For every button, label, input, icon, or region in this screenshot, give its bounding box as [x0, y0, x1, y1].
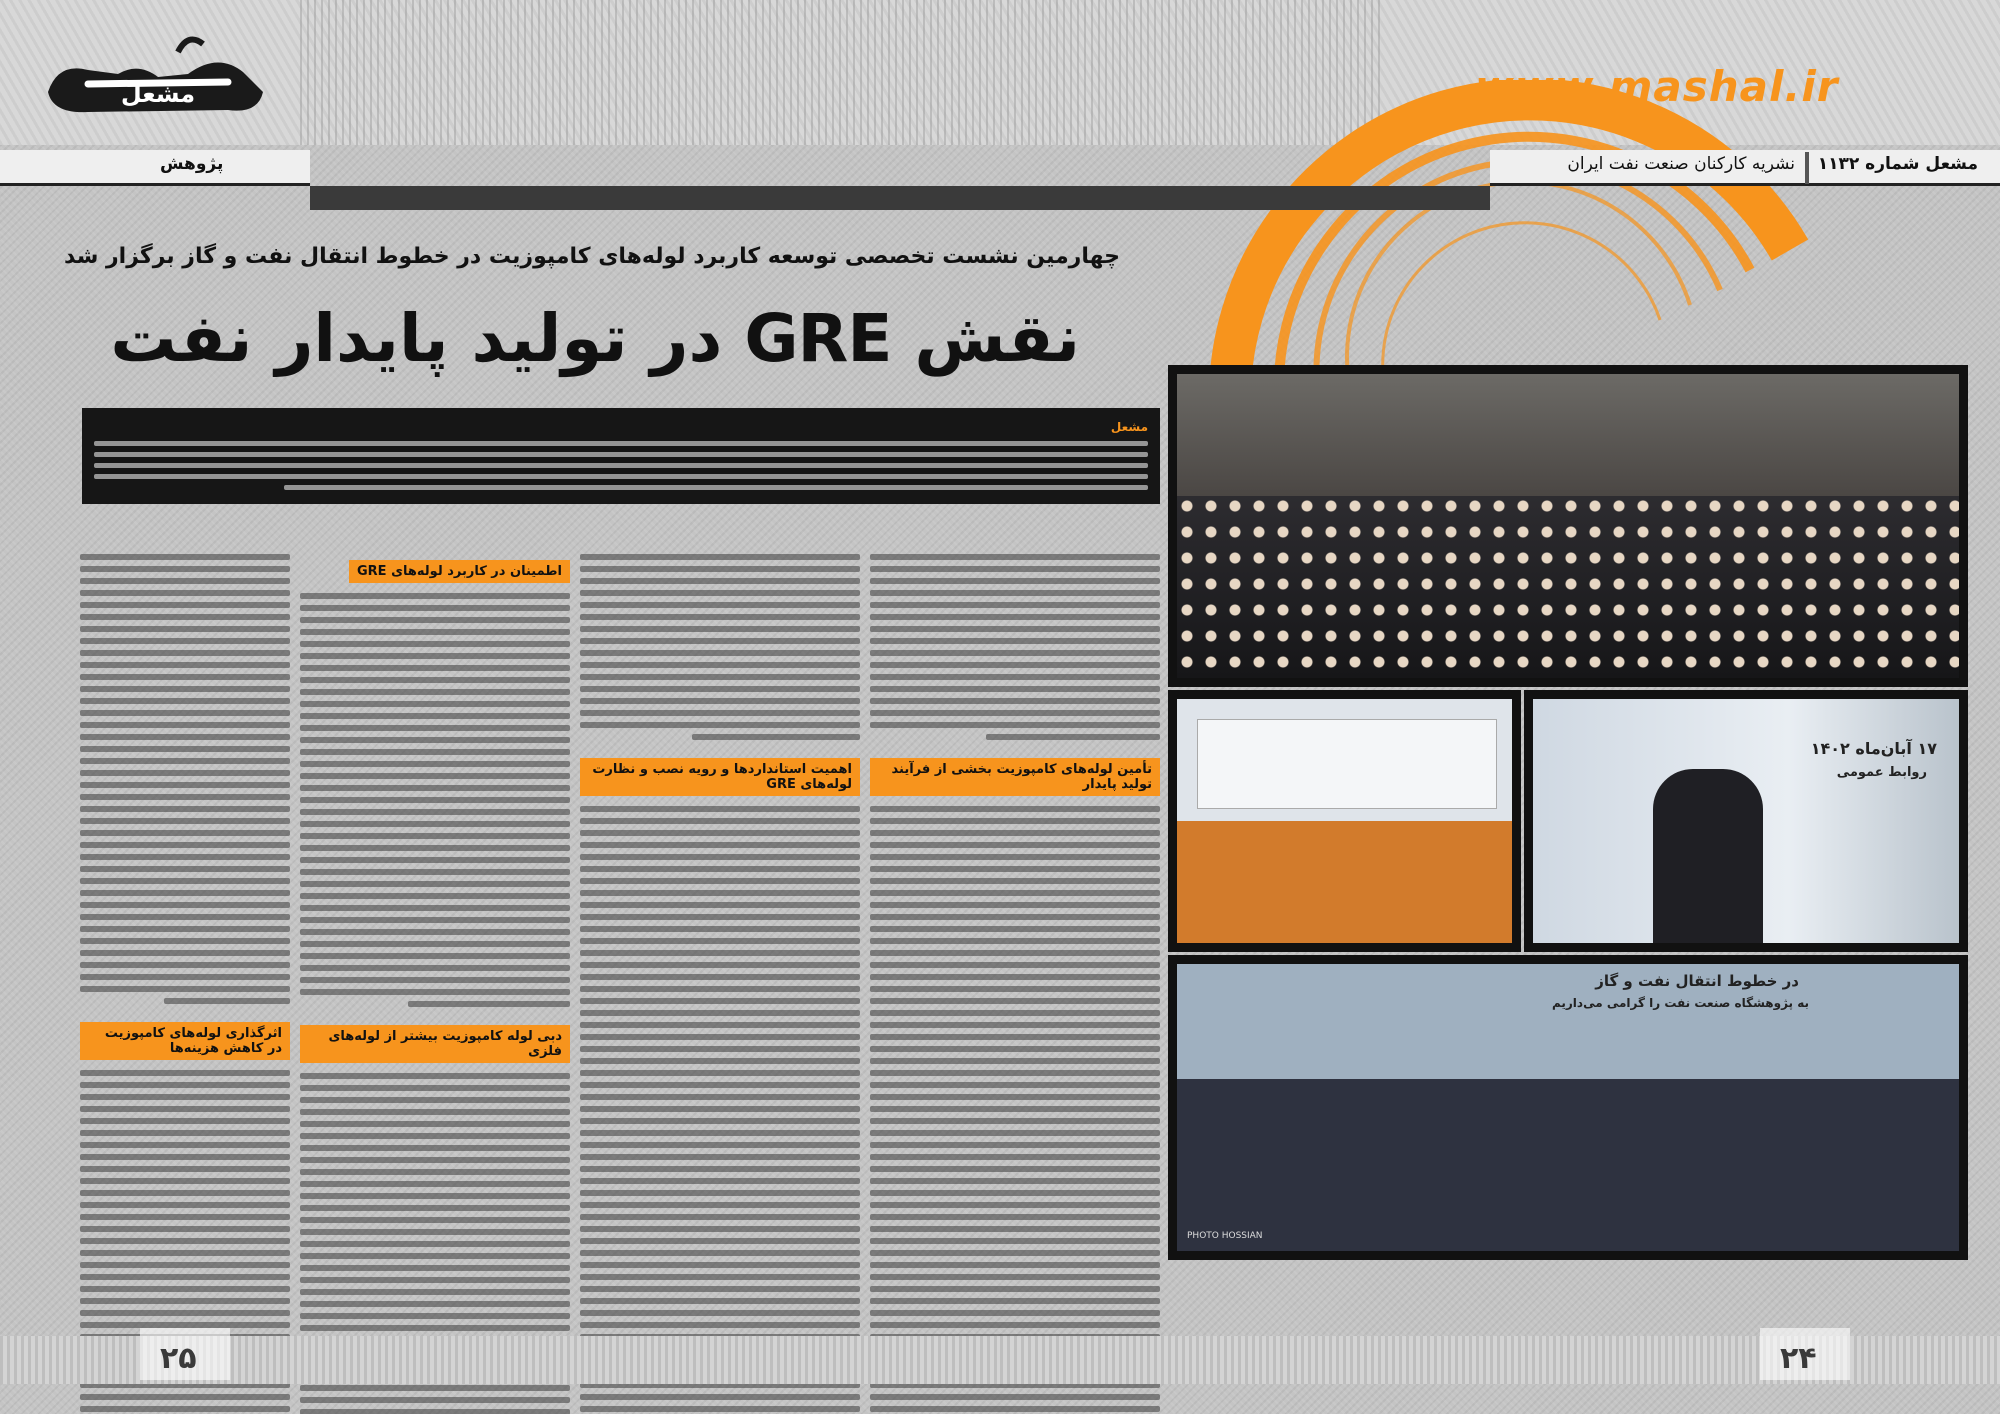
body-text-line [300, 1133, 570, 1139]
body-text-line [80, 854, 290, 860]
body-text-line [580, 566, 860, 572]
body-text-line [870, 1202, 1160, 1208]
body-text-line [80, 974, 290, 980]
body-text-line [80, 638, 290, 644]
body-text-line [870, 686, 1160, 692]
lead-placeholder-line [94, 441, 1148, 446]
body-text-line [870, 1106, 1160, 1112]
body-text-line [870, 602, 1160, 608]
body-text-line [870, 554, 1160, 560]
body-text-line [300, 941, 570, 947]
body-text-line [580, 1166, 860, 1172]
body-text-line [580, 1118, 860, 1124]
body-text-line [870, 1250, 1160, 1256]
body-text-line [870, 674, 1160, 680]
body-text-line [300, 1097, 570, 1103]
body-text-line [580, 1202, 860, 1208]
body-text-line [300, 785, 570, 791]
body-text-line [300, 629, 570, 635]
body-text-line [300, 905, 570, 911]
body-text-line [80, 986, 290, 992]
body-text-line [870, 890, 1160, 896]
body-text-line [870, 914, 1160, 920]
logo-graphic [28, 22, 288, 132]
panel-image [1177, 699, 1512, 943]
column-subheading: تأمین لوله‌های کامپوزیت بخشی از فرآیند تولید پایدار [870, 758, 1160, 796]
lead-paragraph-box [82, 408, 1160, 504]
body-text-line [80, 626, 290, 632]
body-text-line [580, 1058, 860, 1064]
body-text-line [986, 734, 1160, 740]
publication-name: نشریه کارکنان صنعت نفت ایران [1567, 154, 1795, 174]
body-text-line [300, 713, 570, 719]
body-text-line [80, 926, 290, 932]
body-text-line [80, 566, 290, 572]
body-text-line [870, 1154, 1160, 1160]
lead-placeholder-line [94, 463, 1148, 468]
body-text-line [870, 878, 1160, 884]
body-text-line [80, 734, 290, 740]
banner-line-2: به پژوهشگاه صنعت نفت را گرامی می‌داریم [1551, 996, 1809, 1010]
body-text-line [580, 1034, 860, 1040]
photo-credit: PHOTO HOSSIAN [1187, 1231, 1263, 1241]
site-url[interactable]: www.mashal.ir [1475, 62, 1839, 111]
body-text-line [580, 1214, 860, 1220]
column-subheading: اطمینان در کاربرد لوله‌های GRE [349, 560, 570, 583]
body-text-line [580, 1178, 860, 1184]
body-text-line [870, 650, 1160, 656]
body-text-line [580, 1010, 860, 1016]
body-text-line [80, 1238, 290, 1244]
body-text-line [80, 590, 290, 596]
body-text-line [580, 578, 860, 584]
body-text-line [300, 653, 570, 659]
body-text-line [300, 773, 570, 779]
body-text-line [80, 938, 290, 944]
body-text-line [870, 842, 1160, 848]
body-text-line [300, 881, 570, 887]
body-text-line [80, 554, 290, 560]
text-column-3 [300, 548, 570, 1414]
body-text-line [300, 1289, 570, 1295]
body-text-line [80, 782, 290, 788]
text-column-4 [80, 548, 290, 1414]
header-dark-rule [310, 186, 1490, 210]
body-text-line [300, 689, 570, 695]
lead-placeholder-line [94, 474, 1148, 479]
body-text-line [870, 974, 1160, 980]
body-text-line [80, 878, 290, 884]
body-text-line [580, 674, 860, 680]
body-text-line [580, 710, 860, 716]
body-text-line [80, 746, 290, 752]
body-text-line [580, 698, 860, 704]
body-text-line [80, 902, 290, 908]
body-text-line [870, 1010, 1160, 1016]
mashal-logo[interactable] [28, 22, 288, 132]
body-text-line [300, 1241, 570, 1247]
photo-speaker [1524, 690, 1968, 952]
body-text-line [80, 674, 290, 680]
text-column-2 [580, 548, 860, 1414]
body-text-line [80, 818, 290, 824]
body-text-line [80, 686, 290, 692]
lead-brand: مشعل [1110, 420, 1148, 434]
body-text-line [580, 1094, 860, 1100]
body-text-line [300, 809, 570, 815]
body-text-line [80, 842, 290, 848]
body-text-line [80, 1130, 290, 1136]
body-text-line [300, 665, 570, 671]
body-text-line [80, 1082, 290, 1088]
body-text-line [870, 1166, 1160, 1172]
body-text-line [300, 1073, 570, 1079]
body-text-line [300, 725, 570, 731]
body-text-line [300, 737, 570, 743]
body-text-line [870, 1094, 1160, 1100]
slide-subtitle: روابط عمومی [1836, 765, 1927, 780]
body-text-line [580, 602, 860, 608]
body-text-line [80, 866, 290, 872]
photo-event-hall [1168, 955, 1968, 1260]
body-text-line [580, 998, 860, 1004]
body-text-line [870, 866, 1160, 872]
body-text-line [80, 890, 290, 896]
body-text-line [870, 1118, 1160, 1124]
body-text-line [580, 650, 860, 656]
body-text-line [80, 806, 290, 812]
body-text-line [300, 641, 570, 647]
body-text-line [870, 1082, 1160, 1088]
body-text-line [300, 593, 570, 599]
body-text-line [80, 962, 290, 968]
photo-panel-stage [1168, 690, 1521, 952]
body-text-line [80, 710, 290, 716]
text-column-1 [870, 548, 1160, 1414]
body-text-line [80, 614, 290, 620]
body-text-line [870, 1130, 1160, 1136]
page-number-left: ۲۵ [160, 1341, 197, 1376]
body-text-line [300, 1205, 570, 1211]
body-text-line [580, 554, 860, 560]
body-text-line [80, 770, 290, 776]
body-text-line [300, 929, 570, 935]
body-text-line [300, 833, 570, 839]
body-text-line [870, 998, 1160, 1004]
audience-crowd [1177, 496, 1959, 678]
body-text-line [580, 614, 860, 620]
hall-image [1177, 964, 1959, 1251]
body-text-line [580, 1238, 860, 1244]
body-text-line [870, 566, 1160, 572]
body-text-line [580, 1130, 860, 1136]
body-text-line [300, 1181, 570, 1187]
body-text-line [580, 866, 860, 872]
body-text-line [80, 1226, 290, 1232]
body-text-line [870, 1034, 1160, 1040]
body-text-line [870, 722, 1160, 728]
body-text-line [80, 1106, 290, 1112]
body-text-line [870, 1274, 1160, 1280]
body-text-line [300, 1169, 570, 1175]
body-text-line [580, 590, 860, 596]
body-text-line [408, 1001, 570, 1007]
article-headline: نقش GRE در تولید پایدار نفت [110, 300, 1080, 377]
body-text-line [80, 830, 290, 836]
body-text-line [300, 1265, 570, 1271]
body-text-line [580, 830, 860, 836]
body-text-line [580, 1022, 860, 1028]
body-text-line [580, 722, 860, 728]
body-text-line [870, 1058, 1160, 1064]
body-text-line [80, 1166, 290, 1172]
page-number-right: ۲۴ [1780, 1341, 1817, 1376]
body-text-line [580, 974, 860, 980]
body-text-line [580, 1070, 860, 1076]
body-text-line [870, 962, 1160, 968]
body-text-line [870, 854, 1160, 860]
speaker-figure [1653, 769, 1763, 943]
body-text-line [300, 617, 570, 623]
body-text-line [80, 758, 290, 764]
body-text-line [300, 965, 570, 971]
body-text-line [80, 698, 290, 704]
body-text-line [300, 857, 570, 863]
body-text-line [580, 926, 860, 932]
body-text-line [80, 1142, 290, 1148]
body-text-line [580, 914, 860, 920]
photo-group-audience [1168, 365, 1968, 687]
body-text-line [80, 794, 290, 800]
body-text-line [870, 830, 1160, 836]
body-text-line [580, 986, 860, 992]
article-kicker: چهارمین نشست تخصصی توسعه کاربرد لوله‌های کامپوزیت در خطوط انتقال نفت و گاز برگزار شد [64, 244, 1120, 269]
body-text-line [300, 749, 570, 755]
banner-line-1: در خطوط انتقال نفت و گاز [1595, 972, 1799, 990]
body-text-line [580, 950, 860, 956]
body-text-line [80, 1262, 290, 1268]
body-text-line [870, 662, 1160, 668]
body-text-line [80, 1118, 290, 1124]
body-text-line [300, 977, 570, 983]
projected-table [1197, 719, 1497, 809]
column-subheading: اهمیت استانداردها و رویه نصب و نظارت لوله‌های GRE [580, 758, 860, 796]
lead-placeholder-line [94, 452, 1148, 457]
speaker-image [1533, 699, 1959, 943]
body-text-line [300, 605, 570, 611]
body-text-line [80, 1190, 290, 1196]
body-text-line [300, 845, 570, 851]
body-text-line [870, 1022, 1160, 1028]
body-text-line [870, 1226, 1160, 1232]
body-text-line [80, 1154, 290, 1160]
body-text-line [80, 1214, 290, 1220]
body-text-line [80, 1178, 290, 1184]
body-text-line [300, 1277, 570, 1283]
body-text-line [580, 686, 860, 692]
body-text-line [870, 938, 1160, 944]
slide-date: ۱۷ آبان‌ماه ۱۴۰۲ [1810, 739, 1937, 758]
body-text-line [80, 1274, 290, 1280]
body-text-line [300, 869, 570, 875]
body-text-line [80, 578, 290, 584]
body-text-line [870, 1070, 1160, 1076]
body-text-line [580, 1250, 860, 1256]
body-text-line [300, 1217, 570, 1223]
body-text-line [870, 614, 1160, 620]
body-text-line [580, 1274, 860, 1280]
body-text-line [80, 1070, 290, 1076]
body-text-line [870, 926, 1160, 932]
body-text-line [80, 602, 290, 608]
body-text-line [300, 701, 570, 707]
body-text-line [580, 902, 860, 908]
body-text-line [80, 950, 290, 956]
body-text-line [300, 1253, 570, 1259]
audience-image [1177, 374, 1959, 678]
body-text-line [580, 818, 860, 824]
body-text-line [300, 761, 570, 767]
body-text-line [580, 1154, 860, 1160]
body-text-line [870, 626, 1160, 632]
body-text-line [80, 1202, 290, 1208]
lead-placeholder-line [284, 485, 1148, 490]
body-text-line [300, 1085, 570, 1091]
body-text-line [300, 1109, 570, 1115]
body-text-line [580, 1286, 860, 1292]
body-text-line [80, 1250, 290, 1256]
body-text-line [580, 938, 860, 944]
body-text-line [580, 1142, 860, 1148]
body-text-line [870, 1286, 1160, 1292]
body-text-line [580, 1046, 860, 1052]
body-text-line [80, 662, 290, 668]
body-text-line [300, 677, 570, 683]
body-text-line [580, 878, 860, 884]
issue-number: مشعل شماره ۱۱۳۲ [1817, 154, 1978, 174]
body-text-line [80, 1286, 290, 1292]
body-text-line [580, 842, 860, 848]
body-text-line [870, 1046, 1160, 1052]
header-strip-left [0, 150, 310, 186]
body-text-line [580, 1190, 860, 1196]
column-subheading: اثرگذاری لوله‌های کامپوزیت در کاهش هزینه‌ها [80, 1022, 290, 1060]
body-text-line [870, 1262, 1160, 1268]
body-text-line [580, 854, 860, 860]
body-text-line [870, 698, 1160, 704]
body-text-line [300, 821, 570, 827]
footer [0, 1304, 2000, 1414]
body-text-line [692, 734, 860, 740]
body-text-line [580, 806, 860, 812]
body-text-line [300, 1157, 570, 1163]
body-text-line [580, 626, 860, 632]
section-label: پژوهش [160, 154, 224, 174]
body-text-line [580, 1262, 860, 1268]
body-text-line [300, 989, 570, 995]
body-text-line [580, 962, 860, 968]
body-text-line [300, 1193, 570, 1199]
body-text-line [300, 1121, 570, 1127]
body-text-line [870, 818, 1160, 824]
body-text-line [870, 638, 1160, 644]
body-text-line [870, 578, 1160, 584]
body-text-line [580, 662, 860, 668]
body-text-line [580, 638, 860, 644]
body-text-line [300, 917, 570, 923]
body-text-line [870, 1178, 1160, 1184]
body-text-line [300, 1229, 570, 1235]
logo-text: مشعل [120, 80, 196, 108]
body-text-line [80, 650, 290, 656]
body-text-line [580, 890, 860, 896]
body-text-line [870, 590, 1160, 596]
body-text-line [870, 1142, 1160, 1148]
body-text-line [870, 1214, 1160, 1220]
body-text-line [580, 1226, 860, 1232]
body-text-line [300, 797, 570, 803]
body-text-line [580, 1082, 860, 1088]
body-text-line [300, 893, 570, 899]
body-text-line [300, 953, 570, 959]
body-text-line [870, 1190, 1160, 1196]
body-text-line [870, 710, 1160, 716]
body-text-line [870, 986, 1160, 992]
column-subheading: دبی لوله کامپوزیت بیشتر از لوله‌های فلزی [300, 1025, 570, 1063]
footer-band-right [1000, 1336, 2000, 1384]
body-text-line [870, 806, 1160, 812]
body-text-line [300, 1145, 570, 1151]
header-separator [1805, 152, 1809, 184]
body-text-line [164, 998, 290, 1004]
body-text-line [80, 914, 290, 920]
body-text-line [80, 722, 290, 728]
body-text-line [870, 1238, 1160, 1244]
body-text-line [870, 902, 1160, 908]
body-text-line [870, 950, 1160, 956]
body-text-line [80, 1094, 290, 1100]
body-text-line [580, 1106, 860, 1112]
